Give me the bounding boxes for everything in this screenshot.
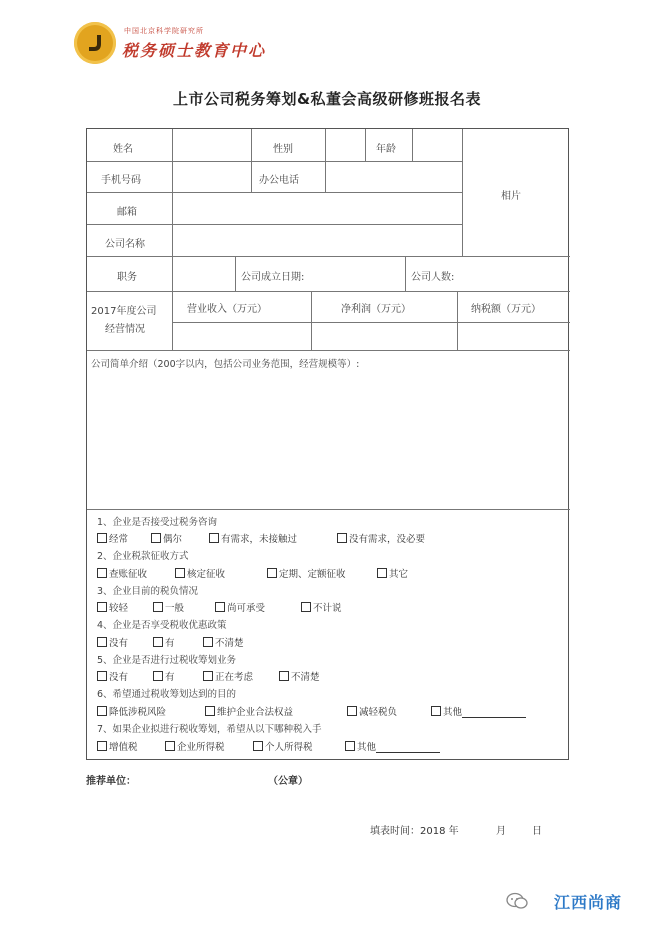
net-profit-field[interactable] [312,323,457,350]
q6-option-4[interactable]: 其他 [431,704,526,718]
q4-option-2[interactable]: 有 [153,635,175,649]
checkbox-icon [175,568,185,578]
q2-option-4[interactable]: 其它 [377,566,408,580]
checkbox-icon [209,533,219,543]
position-field[interactable] [173,257,235,291]
checkbox-icon [345,741,355,751]
checkbox-icon [97,568,107,578]
checkbox-icon [97,741,107,751]
revenue-label: 营业收入（万元） [187,304,267,315]
q3-option-3[interactable]: 尚可承受 [215,600,265,614]
tax-amount-label: 纳税额（万元） [471,304,541,315]
checkbox-icon [97,706,107,716]
checkbox-icon [347,706,357,716]
company-field[interactable] [173,225,462,256]
email-field[interactable] [173,193,462,224]
logo-mark-icon [88,34,102,52]
q1-option-4[interactable]: 没有需求，没必要 [337,531,425,545]
company-intro-field[interactable] [87,369,570,509]
q1-option-1[interactable]: 经常 [97,531,128,545]
q7-option-3[interactable]: 个人所得税 [253,739,313,753]
checkbox-icon [153,671,163,681]
logo-emblem-icon [74,22,116,64]
recommend-unit-label: 推荐单位： [86,776,136,787]
revenue-field[interactable] [173,323,311,350]
q4-option-1[interactable]: 没有 [97,635,128,649]
checkbox-icon [153,637,163,647]
logo-line2: 税务硕士教育中心 [122,41,267,60]
name-label: 姓名 [113,144,133,155]
day-label: 日 [532,826,542,837]
checkbox-icon [97,671,107,681]
age-label: 年龄 [376,144,396,155]
header-logo [74,20,274,68]
checkbox-icon [279,671,289,681]
q7-option-2[interactable]: 企业所得税 [165,739,225,753]
q6-other-blank[interactable] [462,708,526,718]
q3-option-1[interactable]: 较轻 [97,600,128,614]
page-title: 上市公司税务筹划&私董会高级研修班报名表 [172,90,482,108]
checkbox-icon [153,602,163,612]
chat-bubble-icon [506,892,528,910]
checkbox-icon [203,637,213,647]
position-label: 职务 [117,272,137,283]
name-field[interactable] [173,129,251,161]
checkbox-icon [97,533,107,543]
seal-label: （公章） [268,776,308,787]
checkbox-icon [97,637,107,647]
fill-date-label: 填表时间：2018 年 [370,826,459,837]
q6-option-2[interactable]: 维护企业合法权益 [205,704,293,718]
photo-field[interactable] [463,129,570,256]
gender-label: 性别 [273,144,293,155]
employees-label: 公司人数: [411,272,455,283]
checkbox-icon [431,706,441,716]
email-label: 邮箱 [117,207,137,218]
ops-label-line2: 经营情况 [105,324,145,335]
question-3: 3、企业目前的税负情况 [97,586,199,597]
checkbox-icon [337,533,347,543]
q2-option-3[interactable]: 定期、定额征收 [267,566,346,580]
question-4: 4、企业是否享受税收优惠政策 [97,620,227,631]
q5-option-4[interactable]: 不清楚 [279,669,320,683]
checkbox-icon [301,602,311,612]
q5-option-3[interactable]: 正在考虑 [203,669,253,683]
mobile-field[interactable] [173,162,251,192]
checkbox-icon [215,602,225,612]
checkbox-icon [253,741,263,751]
q2-option-1[interactable]: 查账征收 [97,566,147,580]
q1-option-3[interactable]: 有需求，未接触过 [209,531,297,545]
office-phone-label: 办公电话 [259,175,299,186]
q3-option-2[interactable]: 一般 [153,600,184,614]
company-label: 公司名称 [105,239,145,250]
checkbox-icon [205,706,215,716]
tax-amount-field[interactable] [458,323,570,350]
question-1: 1、企业是否接受过税务咨询 [97,517,218,528]
ops-label-line1: 2017年度公司 [91,306,157,317]
q7-other-blank[interactable] [376,743,440,753]
founded-date-label: 公司成立日期: [241,272,305,283]
checkbox-icon [377,568,387,578]
q5-option-1[interactable]: 没有 [97,669,128,683]
q7-option-4[interactable]: 其他 [345,739,440,753]
q2-option-2[interactable]: 核定征收 [175,566,225,580]
checkbox-icon [97,602,107,612]
company-intro-label: 公司简单介绍（200字以内，包括公司业务范围，经营规模等）: [91,359,360,370]
question-7: 7、如果企业拟进行税收筹划，希望从以下哪种税入手 [97,724,322,735]
watermark [506,888,646,914]
logo-line1: 中国北京科学院研究所 [124,27,204,35]
q7-option-1[interactable]: 增值税 [97,739,138,753]
month-label: 月 [496,826,506,837]
watermark-text: 江西尚商 [554,893,623,912]
q4-option-3[interactable]: 不清楚 [203,635,244,649]
checkbox-icon [267,568,277,578]
gender-field[interactable] [326,129,365,161]
question-2: 2、企业税款征收方式 [97,551,189,562]
checkbox-icon [151,533,161,543]
q6-option-3[interactable]: 减轻税负 [347,704,397,718]
question-5: 5、企业是否进行过税收筹划业务 [97,655,237,666]
checkbox-icon [203,671,213,681]
q1-option-2[interactable]: 偶尔 [151,531,182,545]
q3-option-4[interactable]: 不计说 [301,600,342,614]
q6-option-1[interactable]: 降低涉税风险 [97,704,166,718]
registration-form [86,128,569,760]
checkbox-icon [165,741,175,751]
age-field[interactable] [413,129,462,161]
photo-label: 相片 [501,191,521,202]
net-profit-label: 净利润（万元） [341,304,411,315]
office-phone-field[interactable] [326,162,462,192]
mobile-label: 手机号码 [101,175,141,186]
q5-option-2[interactable]: 有 [153,669,175,683]
question-6: 6、希望通过税收筹划达到的目的 [97,689,237,700]
